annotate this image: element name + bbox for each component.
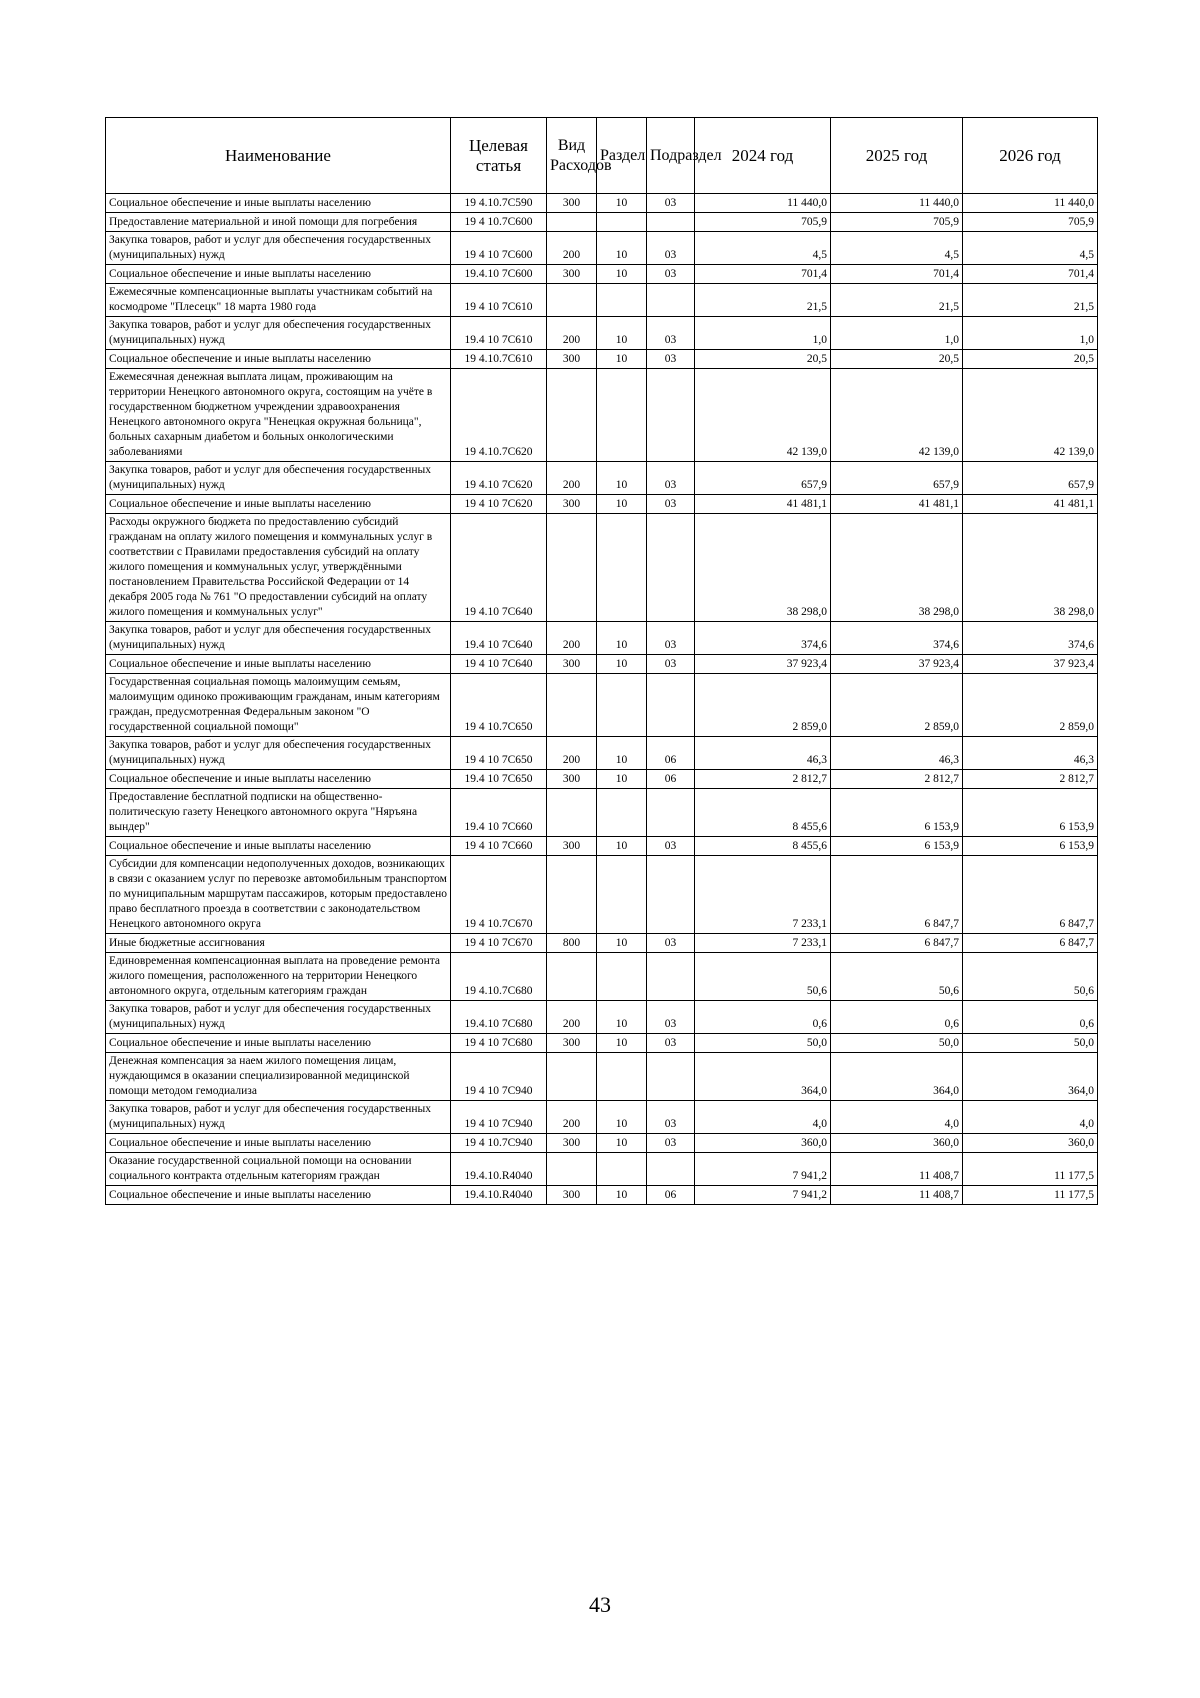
cell-2024: 21,5	[695, 284, 831, 317]
cell-name: Социальное обеспечение и иные выплаты населению	[106, 1034, 451, 1053]
cell-target-code: 19 4 10 7С680	[451, 1034, 547, 1053]
cell-target-code: 19 4.10 7С620	[451, 462, 547, 495]
cell-expense-type	[547, 953, 597, 1001]
cell-target-code: 19.4 10 7С650	[451, 770, 547, 789]
cell-expense-type: 300	[547, 1034, 597, 1053]
cell-section	[597, 514, 647, 622]
table-row	[106, 284, 1098, 317]
cell-target-code: 19.4.10 7С600	[451, 265, 547, 284]
cell-target-code: 19 4 10.7С600	[451, 213, 547, 232]
cell-2025: 42 139,0	[831, 369, 963, 462]
cell-target-code: 19.4.10 7С680	[451, 1001, 547, 1034]
cell-2025: 2 812,7	[831, 770, 963, 789]
cell-expense-type: 200	[547, 462, 597, 495]
cell-2026: 6 153,9	[963, 789, 1098, 837]
cell-target-code: 19 4.10.7С680	[451, 953, 547, 1001]
cell-2024: 50,0	[695, 1034, 831, 1053]
cell-subsection	[647, 514, 695, 622]
cell-subsection	[647, 1153, 695, 1186]
cell-target-code: 19.4 10 7С660	[451, 789, 547, 837]
table-row	[106, 1034, 1098, 1053]
cell-2024: 42 139,0	[695, 369, 831, 462]
cell-section	[597, 953, 647, 1001]
table-row	[106, 674, 1098, 737]
cell-subsection	[647, 213, 695, 232]
cell-section: 10	[597, 837, 647, 856]
cell-2025: 41 481,1	[831, 495, 963, 514]
cell-expense-type: 300	[547, 837, 597, 856]
table-row	[106, 1186, 1098, 1205]
cell-2025: 4,5	[831, 232, 963, 265]
cell-2024: 7 233,1	[695, 934, 831, 953]
cell-2026: 1,0	[963, 317, 1098, 350]
cell-2025: 46,3	[831, 737, 963, 770]
cell-2024: 7 233,1	[695, 856, 831, 934]
cell-2024: 0,6	[695, 1001, 831, 1034]
cell-subsection: 03	[647, 350, 695, 369]
cell-section: 10	[597, 737, 647, 770]
cell-2025: 374,6	[831, 622, 963, 655]
cell-subsection	[647, 1053, 695, 1101]
cell-name: Закупка товаров, работ и услуг для обеспечения государственных (муниципальных) нужд	[106, 622, 451, 655]
cell-2026: 6 847,7	[963, 934, 1098, 953]
cell-expense-type: 300	[547, 1134, 597, 1153]
cell-subsection: 03	[647, 317, 695, 350]
cell-2026: 41 481,1	[963, 495, 1098, 514]
cell-subsection: 03	[647, 1034, 695, 1053]
cell-expense-type: 200	[547, 232, 597, 265]
cell-2025: 4,0	[831, 1101, 963, 1134]
cell-2026: 37 923,4	[963, 655, 1098, 674]
cell-target-code: 19 4 10 7С610	[451, 284, 547, 317]
table-row	[106, 737, 1098, 770]
cell-2025: 11 408,7	[831, 1186, 963, 1205]
cell-target-code: 19.4.10.R4040	[451, 1186, 547, 1205]
cell-2025: 705,9	[831, 213, 963, 232]
page-number: 43	[589, 1592, 611, 1617]
cell-2024: 1,0	[695, 317, 831, 350]
cell-subsection	[647, 856, 695, 934]
table-row	[106, 350, 1098, 369]
cell-2026: 4,5	[963, 232, 1098, 265]
cell-expense-type	[547, 284, 597, 317]
cell-2024: 2 812,7	[695, 770, 831, 789]
cell-subsection	[647, 369, 695, 462]
table-row	[106, 232, 1098, 265]
cell-2026: 42 139,0	[963, 369, 1098, 462]
cell-name: Ежемесячные компенсационные выплаты участникам событий на космодроме "Плесецк" 18 марта 1980 года	[106, 284, 451, 317]
cell-2025: 11 408,7	[831, 1153, 963, 1186]
table-row	[106, 1001, 1098, 1034]
table-row	[106, 1134, 1098, 1153]
table-row	[106, 837, 1098, 856]
cell-name: Расходы окружного бюджета по предоставлению субсидий гражданам на оплату жилого помещения и коммунальных услуг в соответствии с Правилами предоставления субсидий на оплату жилого помещения и коммунальных услуг, утверждёнными постановлением Правительства Российской Федерации от 14 декабря 2005 года № 761 "О предоставлении субсидий на оплату жилого помещения и коммунальных услуг"	[106, 514, 451, 622]
table-row	[106, 856, 1098, 934]
header-subsection: Подраздел	[647, 118, 695, 194]
cell-section: 10	[597, 194, 647, 213]
table-row	[106, 213, 1098, 232]
cell-2026: 11 177,5	[963, 1153, 1098, 1186]
header-expense-type: Вид Расходов	[547, 118, 597, 194]
cell-2025: 21,5	[831, 284, 963, 317]
cell-expense-type: 200	[547, 622, 597, 655]
cell-expense-type	[547, 213, 597, 232]
cell-2024: 50,6	[695, 953, 831, 1001]
table-row	[106, 770, 1098, 789]
budget-table	[105, 117, 1098, 1205]
cell-name: Закупка товаров, работ и услуг для обеспечения государственных (муниципальных) нужд	[106, 462, 451, 495]
cell-name: Социальное обеспечение и иные выплаты населению	[106, 265, 451, 284]
table-row	[106, 369, 1098, 462]
table-row	[106, 789, 1098, 837]
cell-2025: 6 847,7	[831, 856, 963, 934]
cell-2024: 657,9	[695, 462, 831, 495]
cell-section: 10	[597, 462, 647, 495]
cell-subsection: 06	[647, 1186, 695, 1205]
cell-2025: 2 859,0	[831, 674, 963, 737]
cell-name: Закупка товаров, работ и услуг для обеспечения государственных (муниципальных) нужд	[106, 1001, 451, 1034]
cell-section: 10	[597, 265, 647, 284]
cell-expense-type	[547, 369, 597, 462]
cell-subsection: 03	[647, 194, 695, 213]
table-row	[106, 194, 1098, 213]
cell-expense-type: 300	[547, 770, 597, 789]
cell-expense-type: 200	[547, 317, 597, 350]
cell-2025: 6 153,9	[831, 789, 963, 837]
cell-name: Социальное обеспечение и иные выплаты населению	[106, 350, 451, 369]
cell-subsection: 03	[647, 934, 695, 953]
header-2024: 2024 год	[695, 118, 831, 194]
cell-2025: 20,5	[831, 350, 963, 369]
cell-target-code: 19 4.10.7С610	[451, 350, 547, 369]
cell-expense-type: 300	[547, 1186, 597, 1205]
cell-name: Единовременная компенсационная выплата на проведение ремонта жилого помещения, расположенного на территории Ненецкого автономного округа, отдельным категориям граждан	[106, 953, 451, 1001]
cell-expense-type	[547, 789, 597, 837]
cell-2026: 6 847,7	[963, 856, 1098, 934]
table-row	[106, 495, 1098, 514]
header-section: Раздел	[597, 118, 647, 194]
table-header-row	[106, 118, 1098, 194]
cell-expense-type: 300	[547, 495, 597, 514]
cell-section	[597, 674, 647, 737]
cell-expense-type	[547, 1053, 597, 1101]
table-row	[106, 1153, 1098, 1186]
cell-2026: 6 153,9	[963, 837, 1098, 856]
cell-target-code: 19 4.10 7С640	[451, 514, 547, 622]
cell-subsection	[647, 953, 695, 1001]
table-row	[106, 317, 1098, 350]
cell-section: 10	[597, 770, 647, 789]
cell-2026: 2 859,0	[963, 674, 1098, 737]
cell-subsection	[647, 284, 695, 317]
cell-expense-type: 300	[547, 265, 597, 284]
cell-section: 10	[597, 622, 647, 655]
cell-subsection: 03	[647, 837, 695, 856]
cell-subsection: 06	[647, 737, 695, 770]
table-row	[106, 655, 1098, 674]
cell-section	[597, 213, 647, 232]
cell-section	[597, 856, 647, 934]
cell-name: Социальное обеспечение и иные выплаты населению	[106, 495, 451, 514]
cell-2025: 11 440,0	[831, 194, 963, 213]
cell-expense-type: 300	[547, 655, 597, 674]
cell-2025: 50,0	[831, 1034, 963, 1053]
cell-2025: 360,0	[831, 1134, 963, 1153]
cell-section: 10	[597, 1001, 647, 1034]
cell-section: 10	[597, 1186, 647, 1205]
cell-2024: 46,3	[695, 737, 831, 770]
cell-section	[597, 1053, 647, 1101]
cell-2024: 701,4	[695, 265, 831, 284]
cell-2026: 50,6	[963, 953, 1098, 1001]
cell-expense-type: 200	[547, 737, 597, 770]
cell-section: 10	[597, 1101, 647, 1134]
table-row	[106, 462, 1098, 495]
cell-name: Социальное обеспечение и иные выплаты населению	[106, 655, 451, 674]
cell-section: 10	[597, 232, 647, 265]
cell-name: Предоставление бесплатной подписки на общественно-политическую газету Ненецкого автономного округа "Няръяна вындер"	[106, 789, 451, 837]
cell-target-code: 19.4 10 7С640	[451, 622, 547, 655]
cell-name: Ежемесячная денежная выплата лицам, проживающим на территории Ненецкого автономного округа, состоящим на учёте в государственном бюджетном учреждении здравоохранения Ненецкого автономного округа "Ненецкая окружная больница", больных сахарным диабетом и больных онкологическими заболеваниями	[106, 369, 451, 462]
cell-2026: 4,0	[963, 1101, 1098, 1134]
cell-2026: 11 177,5	[963, 1186, 1098, 1205]
table-row	[106, 1053, 1098, 1101]
cell-subsection: 03	[647, 622, 695, 655]
cell-2026: 0,6	[963, 1001, 1098, 1034]
cell-name: Социальное обеспечение и иные выплаты населению	[106, 194, 451, 213]
cell-2024: 20,5	[695, 350, 831, 369]
cell-target-code: 19.4.10.R4040	[451, 1153, 547, 1186]
cell-2024: 8 455,6	[695, 837, 831, 856]
cell-section	[597, 1153, 647, 1186]
cell-2026: 20,5	[963, 350, 1098, 369]
cell-expense-type	[547, 856, 597, 934]
cell-section	[597, 369, 647, 462]
cell-2024: 38 298,0	[695, 514, 831, 622]
table-row	[106, 953, 1098, 1001]
cell-2025: 37 923,4	[831, 655, 963, 674]
table-row	[106, 514, 1098, 622]
cell-2025: 38 298,0	[831, 514, 963, 622]
cell-name: Предоставление материальной и иной помощи для погребения	[106, 213, 451, 232]
cell-expense-type: 800	[547, 934, 597, 953]
cell-expense-type	[547, 674, 597, 737]
cell-name: Закупка товаров, работ и услуг для обеспечения государственных (муниципальных) нужд	[106, 737, 451, 770]
cell-name: Оказание государственной социальной помощи на основании социального контракта отдельным категориям граждан	[106, 1153, 451, 1186]
cell-target-code: 19 4 10 7С650	[451, 737, 547, 770]
cell-2025: 6 847,7	[831, 934, 963, 953]
cell-2026: 657,9	[963, 462, 1098, 495]
cell-target-code: 19 4 10.7С650	[451, 674, 547, 737]
cell-2025: 0,6	[831, 1001, 963, 1034]
cell-2024: 11 440,0	[695, 194, 831, 213]
cell-target-code: 19 4 10 7С620	[451, 495, 547, 514]
cell-name: Социальное обеспечение и иные выплаты населению	[106, 770, 451, 789]
cell-expense-type: 300	[547, 350, 597, 369]
cell-2024: 7 941,2	[695, 1186, 831, 1205]
cell-section	[597, 789, 647, 837]
cell-name: Денежная компенсация за наем жилого помещения лицам, нуждающимся в оказании специализированной медицинской помощи методом гемодиализа	[106, 1053, 451, 1101]
cell-2026: 374,6	[963, 622, 1098, 655]
cell-target-code: 19 4 10 7С670	[451, 934, 547, 953]
cell-expense-type: 200	[547, 1001, 597, 1034]
cell-subsection: 03	[647, 232, 695, 265]
cell-name: Субсидии для компенсации недополученных доходов, возникающих в связи с оказанием услуг по перевозке автомобильным транспортом по муниципальным маршрутам пассажиров, которым предоставлено право бесплатного проезда в соответствии с законодательством Ненецкого автономного округа	[106, 856, 451, 934]
cell-2026: 705,9	[963, 213, 1098, 232]
cell-2025: 6 153,9	[831, 837, 963, 856]
header-target: Целевая статья	[451, 118, 547, 194]
cell-2024: 360,0	[695, 1134, 831, 1153]
cell-section: 10	[597, 350, 647, 369]
cell-section	[597, 284, 647, 317]
cell-subsection	[647, 789, 695, 837]
cell-expense-type: 300	[547, 194, 597, 213]
cell-2026: 2 812,7	[963, 770, 1098, 789]
cell-2024: 2 859,0	[695, 674, 831, 737]
cell-target-code: 19 4 10 7С600	[451, 232, 547, 265]
cell-name: Социальное обеспечение и иные выплаты населению	[106, 837, 451, 856]
cell-expense-type	[547, 1153, 597, 1186]
table-row	[106, 265, 1098, 284]
cell-target-code: 19 4.10.7С590	[451, 194, 547, 213]
cell-2024: 41 481,1	[695, 495, 831, 514]
cell-section: 10	[597, 317, 647, 350]
table-body	[106, 194, 1098, 1205]
cell-subsection: 03	[647, 1101, 695, 1134]
cell-2026: 11 440,0	[963, 194, 1098, 213]
cell-subsection: 03	[647, 495, 695, 514]
table-row	[106, 934, 1098, 953]
table-row	[106, 622, 1098, 655]
cell-section: 10	[597, 1134, 647, 1153]
cell-name: Иные бюджетные ассигнования	[106, 934, 451, 953]
cell-target-code: 19 4 10 7С940	[451, 1053, 547, 1101]
cell-2024: 374,6	[695, 622, 831, 655]
cell-2024: 8 455,6	[695, 789, 831, 837]
cell-section: 10	[597, 495, 647, 514]
cell-2025: 657,9	[831, 462, 963, 495]
cell-2025: 364,0	[831, 1053, 963, 1101]
cell-target-code: 19 4 10.7С670	[451, 856, 547, 934]
cell-section: 10	[597, 655, 647, 674]
cell-section: 10	[597, 1034, 647, 1053]
cell-2026: 21,5	[963, 284, 1098, 317]
cell-target-code: 19 4.10.7С620	[451, 369, 547, 462]
cell-2025: 50,6	[831, 953, 963, 1001]
cell-target-code: 19.4 10 7С610	[451, 317, 547, 350]
cell-2026: 50,0	[963, 1034, 1098, 1053]
table-row	[106, 1101, 1098, 1134]
cell-2026: 364,0	[963, 1053, 1098, 1101]
header-name: Наименование	[106, 118, 451, 194]
header-2025: 2025 год	[831, 118, 963, 194]
cell-expense-type	[547, 514, 597, 622]
cell-expense-type: 200	[547, 1101, 597, 1134]
cell-subsection: 03	[647, 462, 695, 495]
cell-subsection: 06	[647, 770, 695, 789]
cell-2024: 37 923,4	[695, 655, 831, 674]
cell-2025: 701,4	[831, 265, 963, 284]
cell-subsection	[647, 674, 695, 737]
cell-target-code: 19 4 10 7С660	[451, 837, 547, 856]
cell-2026: 46,3	[963, 737, 1098, 770]
cell-2025: 1,0	[831, 317, 963, 350]
cell-name: Закупка товаров, работ и услуг для обеспечения государственных (муниципальных) нужд	[106, 1101, 451, 1134]
cell-2024: 364,0	[695, 1053, 831, 1101]
cell-subsection: 03	[647, 1001, 695, 1034]
cell-target-code: 19 4 10 7С640	[451, 655, 547, 674]
cell-2024: 4,0	[695, 1101, 831, 1134]
cell-2026: 360,0	[963, 1134, 1098, 1153]
cell-2024: 705,9	[695, 213, 831, 232]
cell-name: Закупка товаров, работ и услуг для обеспечения государственных (муниципальных) нужд	[106, 232, 451, 265]
cell-2024: 7 941,2	[695, 1153, 831, 1186]
header-2026: 2026 год	[963, 118, 1098, 194]
cell-name: Государственная социальная помощь малоимущим семьям, малоимущим одиноко проживающим гражданам, иным категориям граждан, предусмотренная Федеральным законом "О государственной социальной помощи"	[106, 674, 451, 737]
cell-target-code: 19 4 10 7С940	[451, 1101, 547, 1134]
cell-2026: 701,4	[963, 265, 1098, 284]
cell-section: 10	[597, 934, 647, 953]
cell-name: Социальное обеспечение и иные выплаты населению	[106, 1186, 451, 1205]
cell-name: Социальное обеспечение и иные выплаты населению	[106, 1134, 451, 1153]
cell-2026: 38 298,0	[963, 514, 1098, 622]
cell-subsection: 03	[647, 1134, 695, 1153]
cell-subsection: 03	[647, 265, 695, 284]
cell-subsection: 03	[647, 655, 695, 674]
cell-target-code: 19 4 10.7С940	[451, 1134, 547, 1153]
cell-2024: 4,5	[695, 232, 831, 265]
cell-name: Закупка товаров, работ и услуг для обеспечения государственных (муниципальных) нужд	[106, 317, 451, 350]
